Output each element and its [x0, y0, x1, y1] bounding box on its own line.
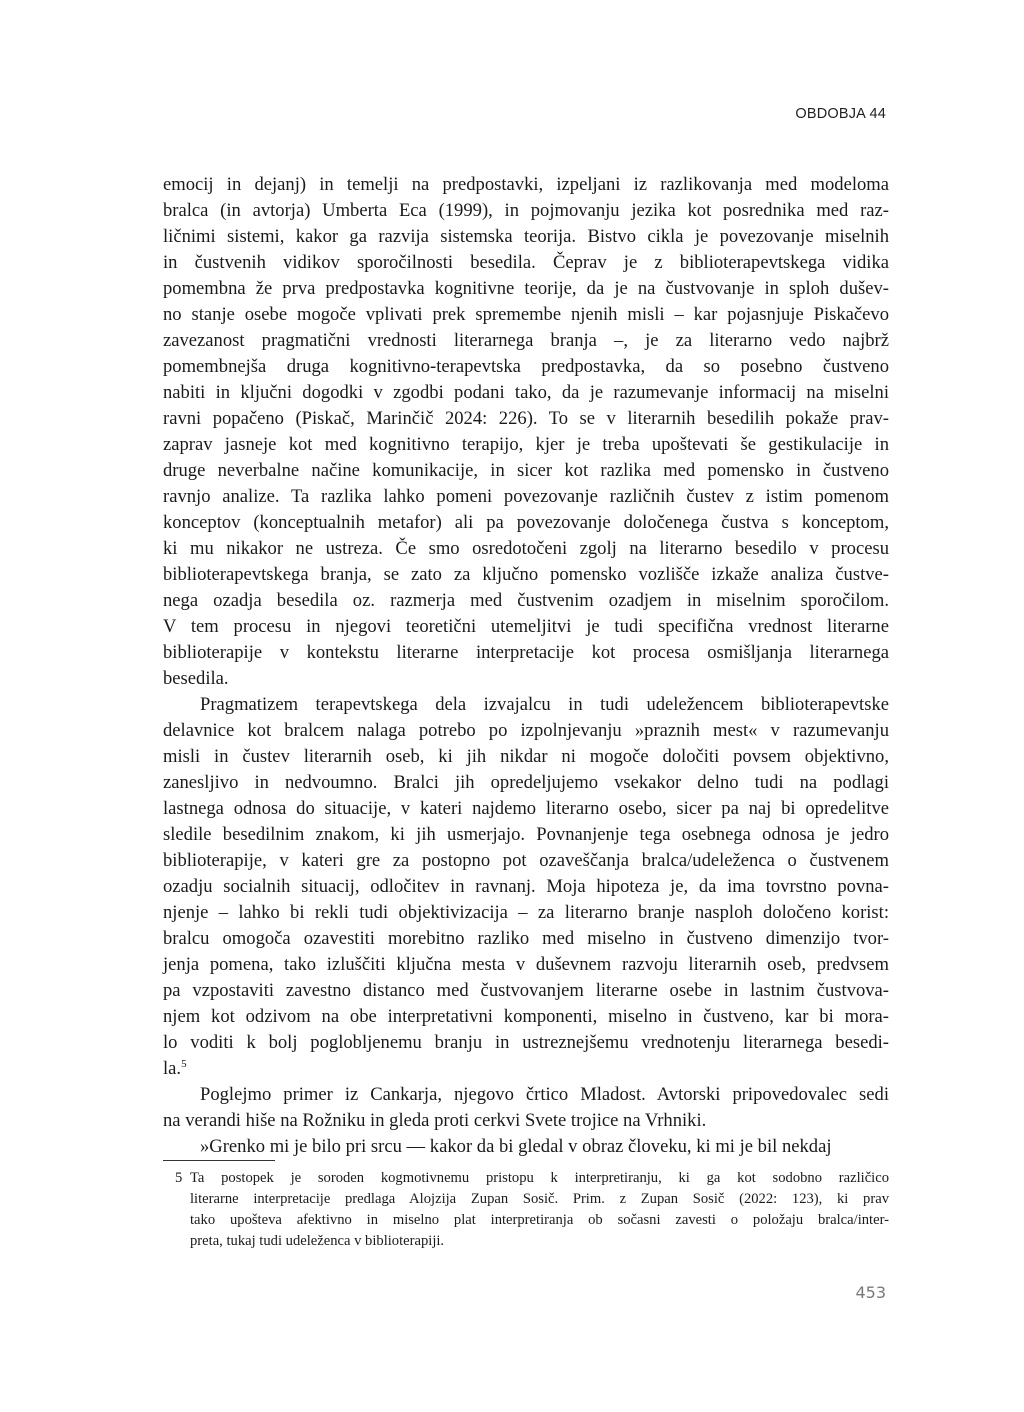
text-line: konceptov (konceptualnih metafor) ali pa povezovanje določenega čustva s konceptom,: [163, 512, 889, 533]
footnote-line: literarne interpretacije predlaga Alojzija Zupan Sosič. Prim. z Zupan Sosič (2022: 123), ki prav: [190, 1191, 889, 1207]
footnote-line: Ta postopek je soroden kogmotivnemu pristopu k interpretiranju, ki ga kot sodobno različico: [190, 1170, 889, 1186]
text-line: lastnega odnosa do situacije, v kateri najdemo literarno osebo, sicer pa naj bi opredelitve: [163, 798, 889, 819]
footnote-reference[interactable]: 5: [181, 1058, 187, 1070]
text-line: ravnjo analize. Ta razlika lahko pomeni povezovanje različnih čustev z istim pomenom: [163, 486, 889, 507]
text-line: na verandi hiše na Rožniku in gleda proti cerkvi Svete trojice na Vrhniki.: [163, 1110, 707, 1131]
text-line: misli in čustev literarnih oseb, ki jih nikdar ni mogoče določiti povsem objektivno,: [163, 746, 889, 767]
text-line: lo voditi k bolj poglobljenemu branju in ustreznejšemu vrednotenju literarnega besedi-: [163, 1032, 889, 1053]
text-line: nega ozadja besedila oz. razmerja med čustvenim ozadjem in miselnim sporočilom.: [163, 590, 889, 611]
text-line: V tem procesu in njegovi teoretični utemeljitvi je tudi specifična vrednost literarne: [163, 616, 889, 637]
text-line: biblioterapije, v kateri gre za postopno pot ozaveščanja bralca/udeleženca o čustvenem: [163, 850, 889, 871]
paragraph-start-line: Pragmatizem terapevtskega dela izvajalcu in tudi udeležencem biblioterapevtske: [200, 694, 889, 715]
quote-start-line: »Grenko mi je bilo pri srcu — kakor da bi gledal v obraz človeku, ki mi je bil nekdaj: [200, 1136, 832, 1157]
body-text: [163, 172, 889, 1160]
footnotes: [163, 1168, 889, 1252]
text-line: ozadju socialnih situacij, odločitev in ravnanj. Moja hipoteza je, da ima tovrstno povna-: [163, 876, 889, 897]
text-line: ravni popačeno (Piskač, Marinčič 2024: 226). To se v literarnih besedilih pokaže prav-: [163, 408, 889, 429]
text-line: pomembna že prva predpostavka kognitivne teorije, da je na čustvovanje in sploh dušev-: [163, 278, 889, 299]
text-line: ličnimi sistemi, kakor ga razvija sistemska teorija. Bistvo cikla je povezovanje miselnih: [163, 226, 889, 247]
footnote-line: preta, tukaj tudi udeleženca v biblioterapiji.: [190, 1233, 445, 1249]
text-line: zavezanost pragmatični vrednosti literarnega branja –, je za literarno vedo najbrž: [163, 330, 889, 351]
text-line: zanesljivo in nedvoumno. Bralci jih opredeljujemo vsekakor delno tudi na podlagi: [163, 772, 889, 793]
text-line: in čustvenih vidikov sporočilnosti besedila. Čeprav je z biblioterapevtskega vidika: [163, 252, 889, 273]
text-line: sledile besedilnim znakom, ki jih usmerjajo. Povnanjenje tega osebnega odnosa je jedro: [163, 824, 889, 845]
text-line: njem kot odzivom na obe interpretativni komponenti, miselno in čustveno, kar bi mora-: [163, 1006, 889, 1027]
text-line: bralcu omogoča ozavestiti morebitno razliko med miselno in čustveno dimenzijo tvor-: [163, 928, 889, 949]
text-line: biblioterapevtskega branja, se zato za ključno pomensko vozlišče izkaže analiza čustve-: [163, 564, 889, 585]
text-line: ki mu nikakor ne ustreza. Če smo osredotočeni zgolj na literarno besedilo v procesu: [163, 538, 889, 559]
text-line: pomembnejša druga kognitivno-terapevtska predpostavka, da so posebno čustveno: [163, 356, 889, 377]
paragraph-start-line: Poglejmo primer iz Cankarja, njegovo črtico Mladost. Avtorski pripovedovalec sedi: [200, 1084, 889, 1105]
text-line: bralca (in avtorja) Umberta Eca (1999), in pojmovanju jezika kot posrednika med raz-: [163, 200, 889, 221]
text-line: druge neverbalne načine komunikacije, in sicer kot razlika med pomensko in čustveno: [163, 460, 889, 481]
text-line: emocij in dejanj) in temelji na predpostavki, izpeljani iz razlikovanja med modeloma: [163, 174, 889, 195]
footnote-line: tako upošteva afektivno in miselno plat interpretiranja ob sočasni zavesti o položaju bralca/inter-: [190, 1212, 889, 1228]
text-line-with-footnote: [163, 1056, 889, 1082]
text-line: no stanje osebe mogoče vplivati prek spremembe njenih misli – kar pojasnjuje Piskačevo: [163, 304, 889, 325]
text-line: pa vzpostaviti zavestno distanco med čustvovanjem literarne osebe in lastnim čustvova-: [163, 980, 889, 1001]
footnote-number: 5: [175, 1170, 183, 1186]
running-head: OBDOBJA 44: [795, 106, 886, 122]
text-fragment: la.: [163, 1058, 182, 1079]
text-line: biblioterapije v kontekstu literarne interpretacije kot procesa osmišljanja literarnega: [163, 642, 889, 663]
text-line: jenja pomena, tako izluščiti ključna mesta v duševnem razvoju literarnih oseb, predvsem: [163, 954, 889, 975]
footnote-5: [163, 1168, 889, 1252]
text-line: nabiti in ključni dogodki v zgodbi podani tako, da je razumevanje informacij na miselni: [163, 382, 889, 403]
text-line: besedila.: [163, 668, 229, 689]
text-line: delavnice kot bralcem nalaga potrebo po izpolnjevanju »praznih mest« v razumevanju: [163, 720, 889, 741]
page-number: 453: [855, 1283, 886, 1302]
footnote-separator: [163, 1160, 275, 1161]
text-line: zaprav jasneje kot med kognitivno terapijo, kjer je treba upoštevati še gestikulacije in: [163, 434, 889, 455]
text-line: njenje – lahko bi rekli tudi objektivizacija – za literarno branje nasploh določeno korist:: [163, 902, 889, 923]
